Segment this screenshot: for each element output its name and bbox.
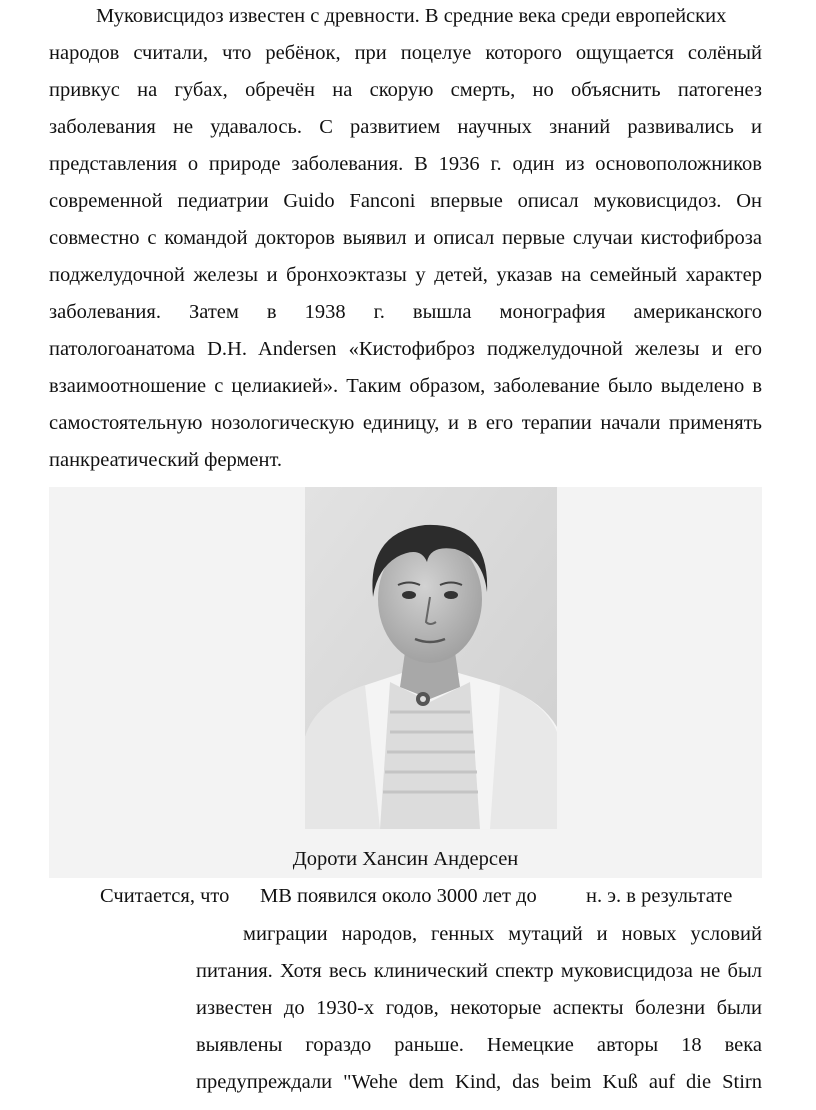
- text-line: представления о природе заболевания. В 1936 г. один из основоположников: [49, 153, 762, 175]
- text-line: привкус на губах, обречён на скорую смерть, но объяснить патогенез: [49, 79, 762, 101]
- portrait-illustration: [305, 487, 557, 829]
- text-fragment: МВ появился около 3000 лет до: [260, 885, 537, 907]
- text-line: поджелудочной железы и бронхоэктазы у детей, указав на семейный характер: [49, 264, 762, 286]
- text-fragment: н. э. в результате: [586, 885, 733, 907]
- text-line: взаимоотношение с целиакией». Таким образом, заболевание было выделено в: [49, 375, 762, 397]
- text-line: совместно с командой докторов выявил и описал первые случаи кистофиброза: [49, 227, 762, 249]
- text-line: миграции народов, генных мутаций и новых условий: [243, 923, 762, 945]
- text-line: современной педиатрии Guido Fanconi впервые описал муковисцидоз. Он: [49, 190, 762, 212]
- text-line: предупреждали "Wehe dem Kind, das beim Kuß auf die Stirn: [196, 1071, 762, 1093]
- text-line: патологоанатома D.H. Andersen «Кистофиброз поджелудочной железы и его: [49, 338, 762, 360]
- text-line: панкреатический фермент.: [49, 449, 283, 471]
- text-line: Муковисцидоз известен с древности. В средние века среди европейских: [96, 5, 727, 27]
- figure-caption: Дороти Хансин Андерсен: [292, 848, 519, 870]
- text-line: выявлены гораздо раньше. Немецкие авторы 18 века: [196, 1034, 762, 1056]
- text-line: самостоятельную нозологическую единицу, и в его терапии начали применять: [49, 412, 762, 434]
- text-line: народов считали, что ребёнок, при поцелуе которого ощущается солёный: [49, 42, 762, 64]
- text-fragment: Считается, что: [100, 885, 230, 907]
- text-line: заболевания не удавалось. С развитием научных знаний развивались и: [49, 116, 762, 138]
- text-line: заболевания. Затем в 1938 г. вышла монография американского: [49, 301, 762, 323]
- text-line: питания. Хотя весь клинический спектр муковисцидоза не был: [196, 960, 762, 982]
- text-line: известен до 1930-х годов, некоторые аспекты болезни были: [196, 997, 762, 1019]
- portrait-photo: [305, 487, 557, 829]
